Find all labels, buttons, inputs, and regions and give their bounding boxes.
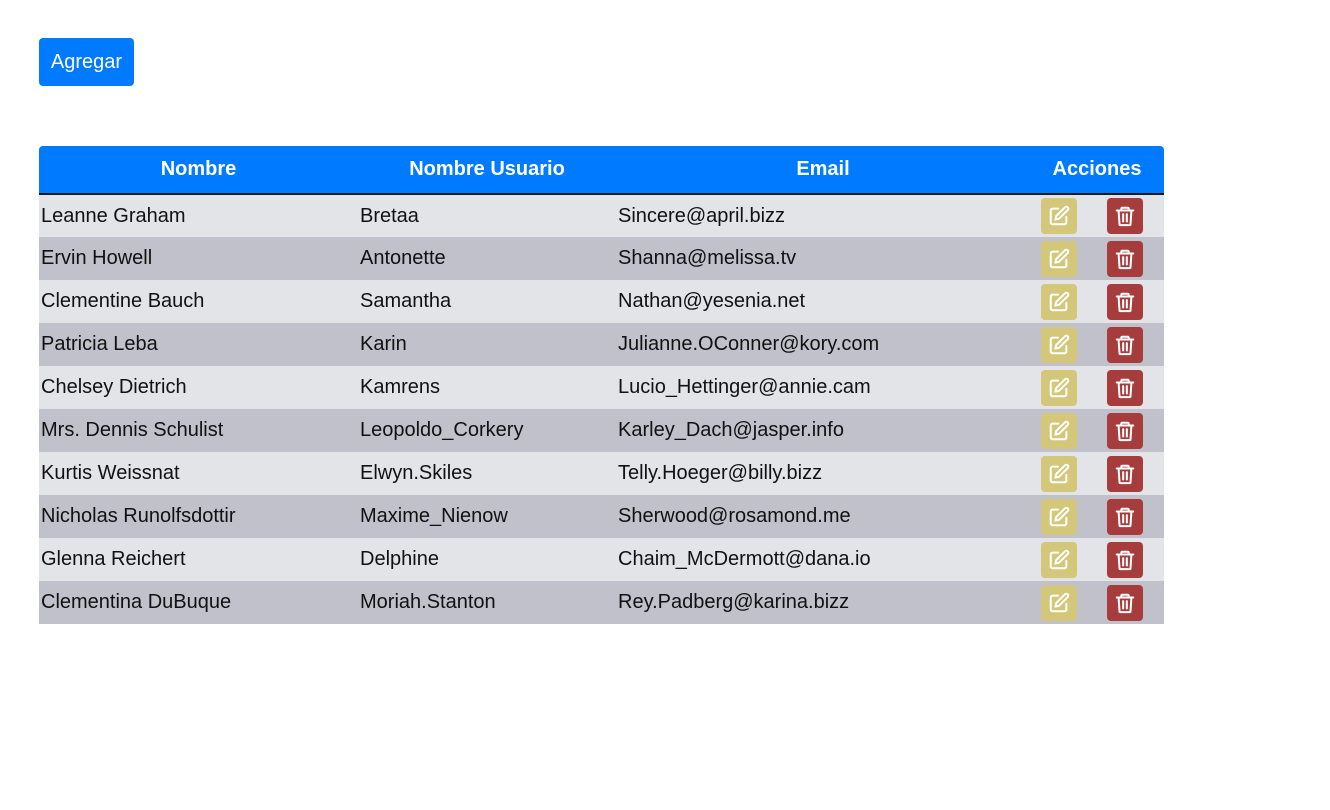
cell-username: Samantha: [360, 290, 452, 312]
cell-actions: [1030, 237, 1164, 280]
cell-actions: [1030, 280, 1164, 323]
cell-name: Glenna Reichert: [41, 548, 186, 570]
delete-button[interactable]: [1107, 327, 1143, 363]
cell-email: Karley_Dach@jasper.info: [618, 419, 844, 441]
cell-name: Nicholas Runolfsdottir: [41, 505, 236, 527]
cell-username: Bretaa: [360, 204, 419, 227]
header-name: Nombre: [39, 146, 358, 194]
cell-email: Nathan@yesenia.net: [618, 290, 806, 312]
delete-button[interactable]: [1107, 456, 1143, 492]
delete-button[interactable]: [1107, 542, 1143, 578]
cell-username: Delphine: [360, 548, 439, 570]
delete-button[interactable]: [1107, 284, 1143, 320]
edit-button[interactable]: [1041, 585, 1077, 621]
delete-button[interactable]: [1107, 241, 1143, 277]
cell-actions: [1030, 495, 1164, 538]
cell-email: Shanna@melissa.tv: [618, 247, 797, 269]
delete-button[interactable]: [1107, 198, 1143, 234]
cell-email: Chaim_McDermott@dana.io: [618, 548, 871, 570]
edit-button[interactable]: [1041, 198, 1077, 234]
cell-actions: [1030, 366, 1164, 409]
header-actions: Acciones: [1030, 146, 1164, 194]
cell-name: Leanne Graham: [41, 204, 186, 227]
cell-username: Elwyn.Skiles: [360, 462, 473, 484]
table-row: [39, 409, 1164, 452]
cell-email: Julianne.OConner@kory.com: [618, 333, 880, 355]
edit-button[interactable]: [1041, 327, 1077, 363]
users-table: [39, 146, 1164, 624]
cell-name: Patricia Leba: [41, 333, 158, 355]
header-email: Email: [616, 146, 1030, 194]
cell-username: Maxime_Nienow: [360, 505, 508, 527]
cell-email: Sherwood@rosamond.me: [618, 505, 851, 527]
table-row: [39, 237, 1164, 280]
table-row: [39, 280, 1164, 323]
table-row: [39, 194, 1164, 237]
cell-email: Telly.Hoeger@billy.bizz: [618, 462, 823, 484]
cell-actions: [1030, 409, 1164, 452]
users-table-container: [39, 146, 1164, 624]
delete-button[interactable]: [1107, 370, 1143, 406]
table-row: [39, 452, 1164, 495]
table-row: [39, 366, 1164, 409]
cell-actions: [1030, 323, 1164, 366]
table-row: [39, 581, 1164, 624]
cell-name: Kurtis Weissnat: [41, 462, 180, 484]
table-row: [39, 538, 1164, 581]
cell-actions: [1030, 452, 1164, 495]
cell-actions: [1030, 581, 1164, 624]
cell-name: Clementina DuBuque: [41, 591, 232, 613]
edit-button[interactable]: [1041, 370, 1077, 406]
edit-button[interactable]: [1041, 241, 1077, 277]
edit-button[interactable]: [1041, 499, 1077, 535]
cell-name: Mrs. Dennis Schulist: [41, 419, 224, 441]
edit-button[interactable]: [1041, 456, 1077, 492]
cell-name: Chelsey Dietrich: [41, 376, 187, 398]
table-body: [39, 194, 1164, 624]
table-header-row: [39, 146, 1164, 194]
header-username: Nombre Usuario: [358, 146, 616, 194]
cell-actions: [1030, 194, 1164, 237]
table-row: [39, 495, 1164, 538]
edit-button[interactable]: [1041, 284, 1077, 320]
delete-button[interactable]: [1107, 413, 1143, 449]
cell-name: Ervin Howell: [41, 247, 153, 269]
cell-username: Leopoldo_Corkery: [360, 419, 524, 441]
cell-email: Sincere@april.bizz: [618, 204, 786, 227]
edit-button[interactable]: [1041, 542, 1077, 578]
cell-email: Lucio_Hettinger@annie.cam: [618, 376, 871, 398]
cell-username: Moriah.Stanton: [360, 591, 496, 613]
table-row: [39, 323, 1164, 366]
cell-actions: [1030, 538, 1164, 581]
cell-username: Karin: [360, 333, 407, 355]
delete-button[interactable]: [1107, 499, 1143, 535]
cell-username: Antonette: [360, 247, 446, 269]
delete-button[interactable]: [1107, 585, 1143, 621]
cell-name: Clementine Bauch: [41, 290, 205, 312]
cell-email: Rey.Padberg@karina.bizz: [618, 591, 850, 613]
add-button[interactable]: Agregar: [39, 38, 134, 86]
cell-username: Kamrens: [360, 376, 441, 398]
edit-button[interactable]: [1041, 413, 1077, 449]
